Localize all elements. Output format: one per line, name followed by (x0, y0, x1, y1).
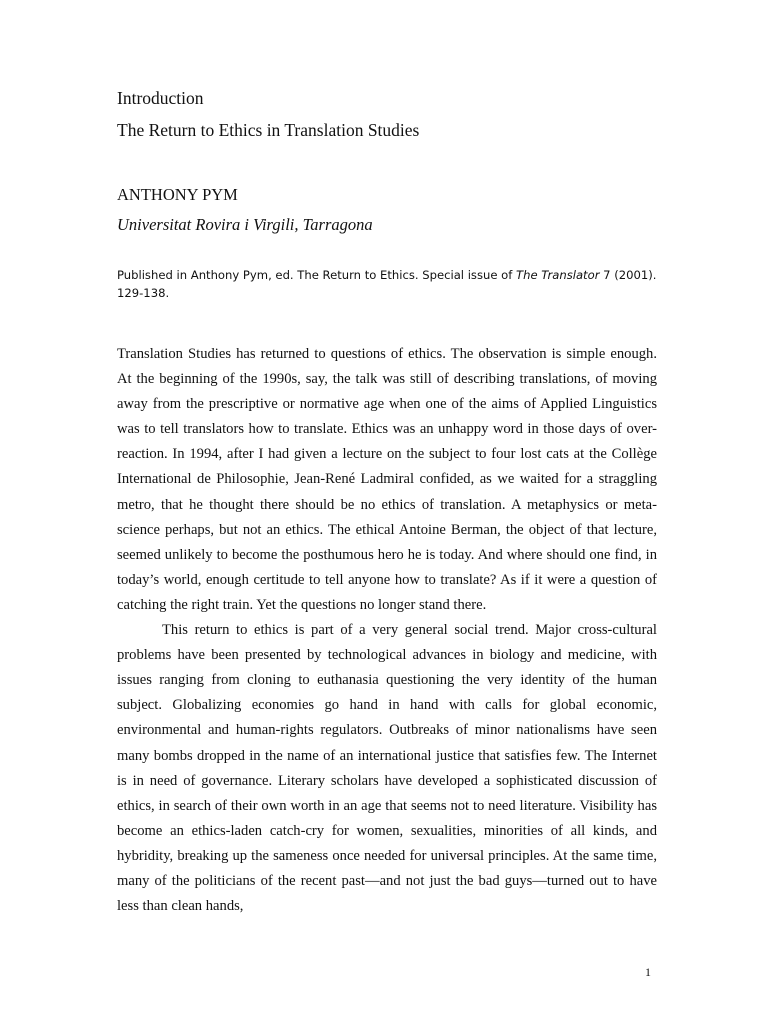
author-name: ANTHONY PYM (117, 185, 238, 204)
section-heading: Introduction (117, 88, 204, 108)
page-number: 1 (645, 965, 651, 979)
publication-note-suffix: 7 (2001). 129-138. (117, 268, 657, 300)
publication-note (117, 266, 657, 302)
journal-name: The Translator (516, 268, 600, 282)
author-affiliation: Universitat Rovira i Virgili, Tarragona (117, 215, 373, 234)
publication-note-prefix: Published in Anthony Pym, ed. The Return to Ethics. Special issue of (117, 268, 517, 282)
paragraph-2: This return to ethics is part of a very general social trend. Major cross-cultural problems have been presented by technological advances in biology and medicine, with issues ranging from cloning to euthanasia questioning the very identity of the human subject. Globalizing economies go hand in hand with calls for global economic, environmental and human-rights regulators. Outbreaks of minor nationalisms have seen many bombs dropped in the name of an international justice that satisfies few. The Internet is in need of governance. Literary scholars have developed a sophisticated discussion of ethics, in search of their own worth in an age that seems not to need literature. Visibility has become an ethics-laden catch-cry for women, sexualities, minorities of all kinds, and hybridity, breaking up the sameness once needed for universal principles. At the same time, many of the politicians of the recent past—and not just the bad guys—turned out to have less than clean hands, (117, 622, 657, 915)
article-body (117, 342, 657, 919)
article-title: The Return to Ethics in Translation Studies (117, 120, 420, 140)
paragraph-1: Translation Studies has returned to questions of ethics. The observation is simple enough. At the beginning of the 1990s, say, the talk was still of describing translations, of moving away from the prescriptive or normative age when one of the aims of Applied Linguistics was to tell translators how to translate. Ethics was an unhappy word in those days of over-reaction. In 1994, after I had given a lecture on the subject to four lost cats at the Collège International de Philosophie, Jean-René Ladmiral confided, as we waited for a straggling metro, that he thought there should be no ethics of translation. A metaphysics or meta-science perhaps, but not an ethics. The ethical Antoine Berman, the object of that lecture, seemed unlikely to become the posthumous hero he is today. And where should one find, in today’s world, enough certitude to tell anyone how to translate? As if it were a question of catching the right train. Yet the questions no longer stand there. (117, 346, 657, 613)
document-page (117, 86, 657, 919)
